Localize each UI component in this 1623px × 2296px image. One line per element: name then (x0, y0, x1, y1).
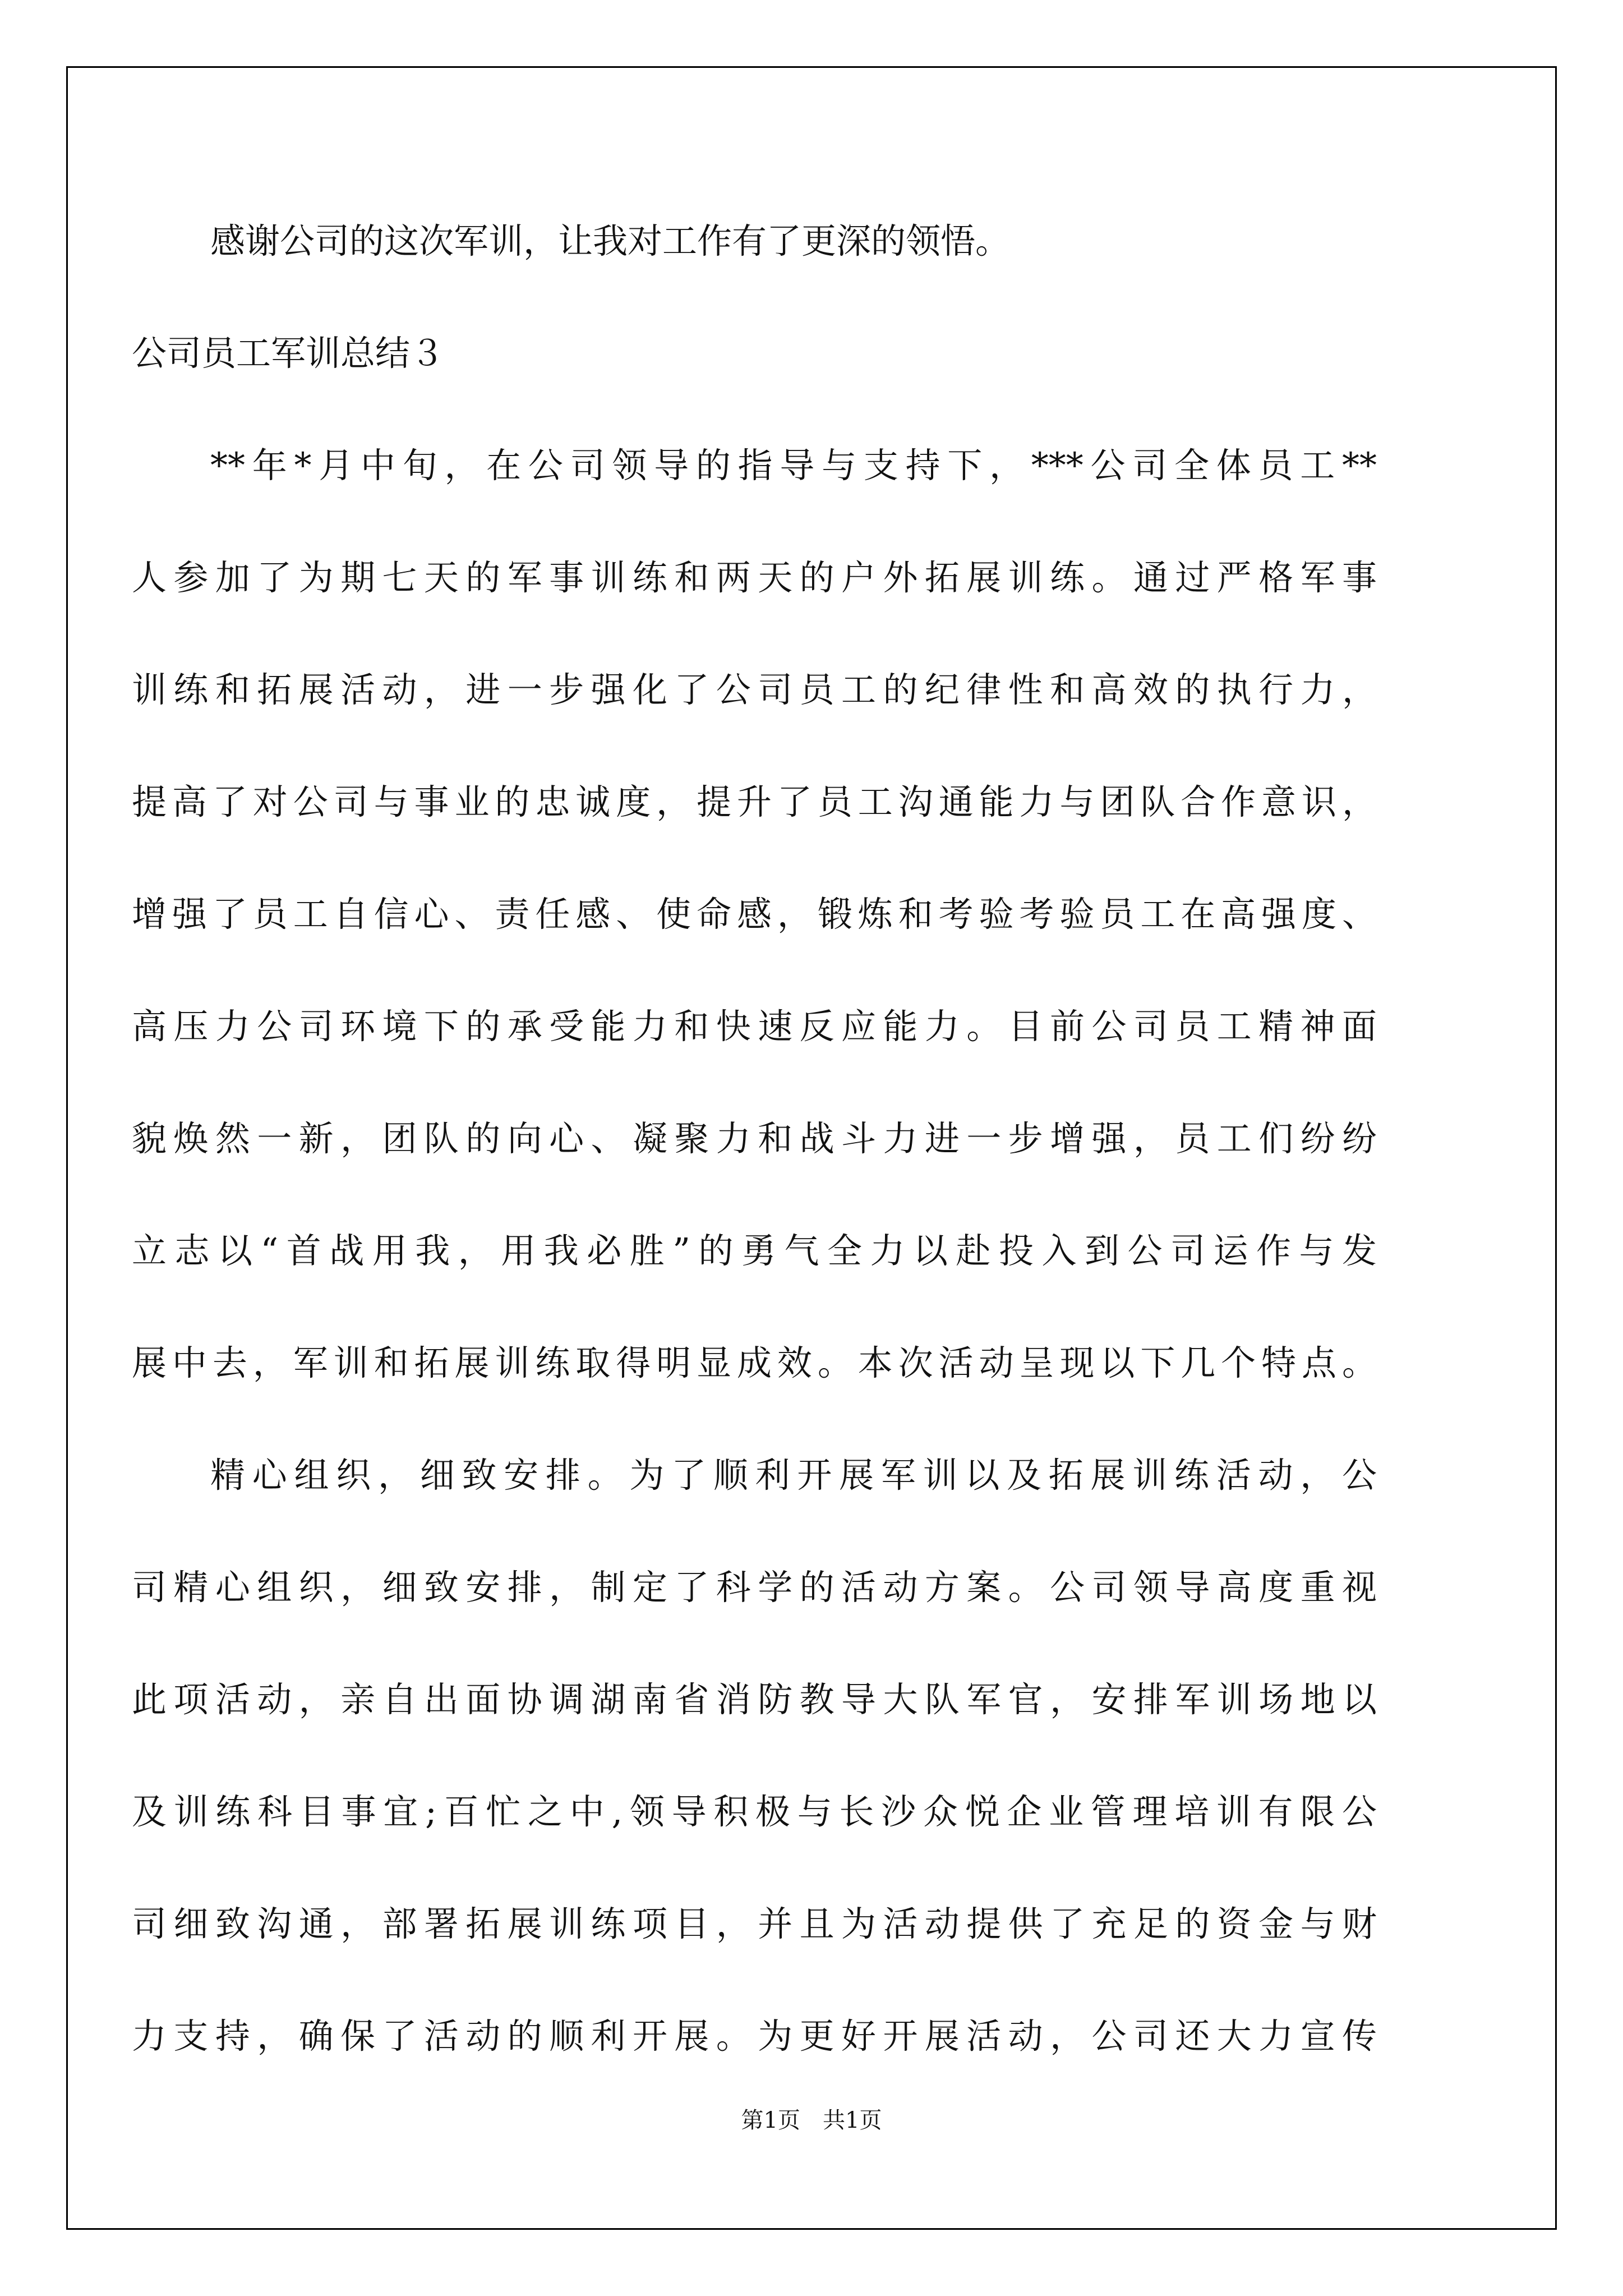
paragraph-line: 力支持，确保了活动的顺利开展。为更好开展活动，公司还大力宣传 (132, 2016, 1377, 2056)
paragraph-line: 立志以“首战用我，用我必胜”的勇气全力以赴投入到公司运作与发 (132, 1230, 1377, 1271)
paragraph-line: 司精心组织，细致安排，制定了科学的活动方案。公司领导高度重视 (132, 1567, 1377, 1608)
paragraph-line: 此项活动，亲自出面协调湖南省消防教导大队军官，安排军训场地以 (132, 1679, 1377, 1720)
paragraph-line: 人参加了为期七天的军事训练和两天的户外拓展训练。通过严格军事 (132, 557, 1377, 598)
paragraph-line: 提高了对公司与事业的忠诚度，提升了员工沟通能力与团队合作意识， (132, 781, 1377, 822)
paragraph-line: 展中去，军训和拓展训练取得明显成效。本次活动呈现以下几个特点。 (132, 1342, 1377, 1383)
paragraph-line: 感谢公司的这次军训，让我对工作有了更深的领悟。 (210, 220, 1011, 261)
paragraph-line: 增强了员工自信心、责任感、使命感，锻炼和考验考验员工在高强度、 (132, 894, 1377, 935)
paragraph-line: 精心组织，细致安排。为了顺利开展军训以及拓展训练活动，公 (210, 1455, 1377, 1496)
page-number-footer: 第1页 共1页 (741, 2108, 882, 2133)
section-heading: 公司员工军训总结３ (132, 333, 445, 374)
paragraph-line: 及训练科目事宜;百忙之中,领导积极与长沙众悦企业管理培训有限公 (132, 1791, 1377, 1832)
paragraph-line: 貌焕然一新，团队的向心、凝聚力和战斗力进一步增强，员工们纷纷 (132, 1118, 1377, 1159)
paragraph-line: 高压力公司环境下的承受能力和快速反应能力。目前公司员工精神面 (132, 1006, 1377, 1047)
paragraph-line: **年*月中旬，在公司领导的指导与支持下，***公司全体员工** (210, 445, 1377, 486)
paragraph-line: 训练和拓展活动，进一步强化了公司员工的纪律性和高效的执行力， (132, 669, 1377, 710)
paragraph-line: 司细致沟通，部署拓展训练项目，并且为活动提供了充足的资金与财 (132, 1903, 1377, 1944)
